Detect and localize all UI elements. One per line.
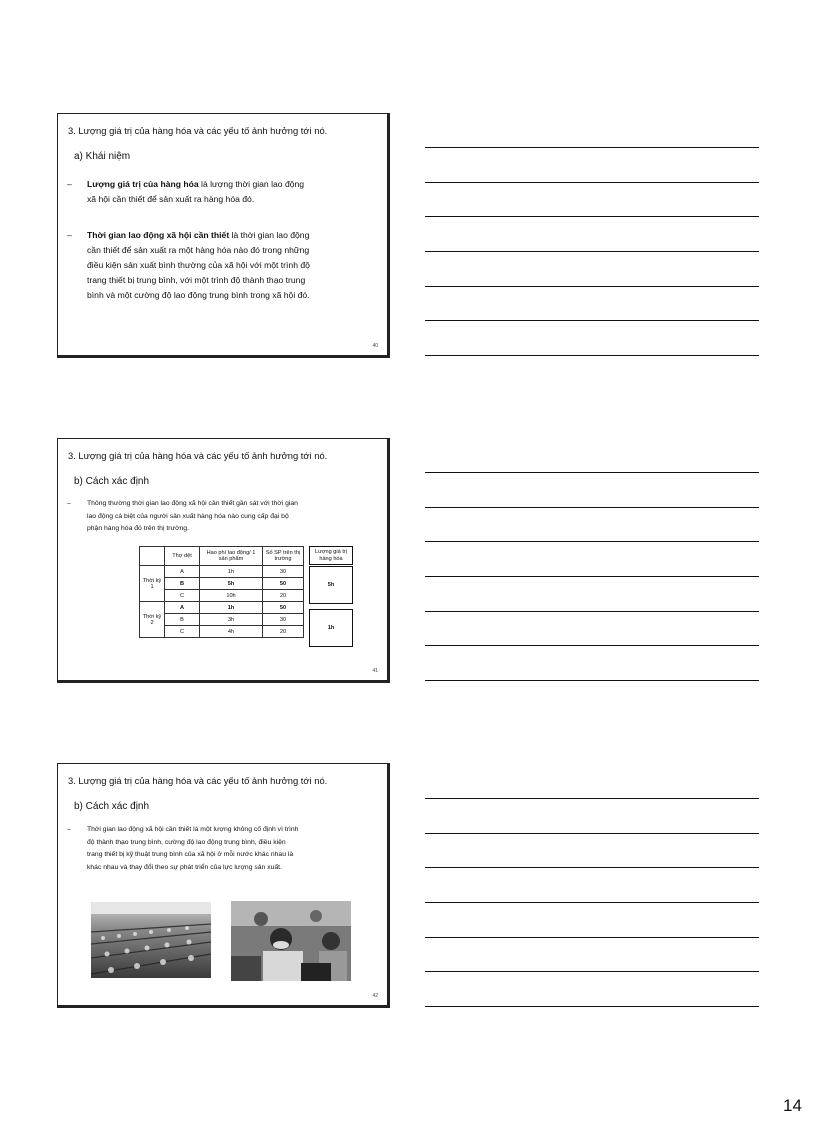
period-1-value: 5h — [309, 566, 353, 604]
note-line — [425, 680, 759, 681]
note-line — [425, 867, 759, 868]
slide-40 — [57, 113, 390, 358]
value-header: Lượng giá trị hàng hóa — [309, 546, 353, 565]
table-row: Thời kỳ 1 A 1h 30 — [140, 566, 304, 578]
note-line — [425, 902, 759, 903]
table-header-row: Thợ dệt Hao phí lao động/ 1 sản phẩm Số SP trên thị trường — [140, 547, 304, 566]
table-row: B 5h 50 — [140, 578, 304, 590]
bullet-text: – Thông thường thời gian lao động xã hội cần thiết gần sát với thời gian lao động cá biệt của người sản xuất hàng hóa nào cung cấp đại bộ phận hàng hóa đó trên thị trường. — [67, 500, 298, 532]
table-row: Thời kỳ 2 A 1h 50 — [140, 602, 304, 614]
note-line — [425, 798, 759, 799]
note-line — [425, 320, 759, 321]
factory-floor-photo — [91, 902, 211, 978]
slide-subtitle: b) Cách xác định — [74, 476, 150, 487]
note-line — [425, 971, 759, 972]
note-line — [425, 182, 759, 183]
bullet-definition: – Lượng giá trị của hàng hóa là lượng thời gian lao động xã hội cần thiết để sản xuất ra hàng hóa đó. — [67, 179, 305, 204]
period-2-value: 1h — [309, 609, 353, 647]
slide-title: 3. Lượng giá trị của hàng hóa và các yếu tố ảnh hưởng tới nó. — [68, 125, 328, 136]
note-line — [425, 355, 759, 356]
note-line — [425, 507, 759, 508]
note-line — [425, 576, 759, 577]
slide-42 — [57, 763, 390, 1008]
note-line — [425, 645, 759, 646]
note-line — [425, 611, 759, 612]
note-line — [425, 833, 759, 834]
garment-workers-photo — [231, 901, 351, 981]
note-line — [425, 147, 759, 148]
table-row: C 10h 20 — [140, 590, 304, 602]
bold-term: Lượng giá trị của hàng hóa — [87, 179, 199, 189]
table-row: B 3h 30 — [140, 614, 304, 626]
slide-title: 3. Lượng giá trị của hàng hóa và các yếu tố ảnh hưởng tới nó. — [68, 775, 328, 786]
note-line — [425, 1006, 759, 1007]
slide-title: 3. Lượng giá trị của hàng hóa và các yếu tố ảnh hưởng tới nó. — [68, 450, 328, 461]
slide-number: 42 — [372, 993, 378, 999]
bullet-text: – Thời gian lao động xã hội cần thiết là một lượng không cố định vì trình độ thành thạo trung bình, cường độ lao động trung bình, điều kiện trang thiết bị kỹ thuật trung bình của xã hội ở mỗi nước khác nhau là khác nhau và thay đổi theo sự phát triển của lực lượng sản xuất. — [67, 826, 299, 871]
table-row: C 4h 20 — [140, 626, 304, 638]
bullet-social-labor-time: – Thời gian lao động xã hội cần thiết là thời gian lao động cần thiết để sản xuất ra một hàng hóa nào đó trong những điều kiện sản xuất bình thường của xã hội với một trình độ trang thiết bị trung bình, với một trình độ thành thạo trung bình và một cường độ lao động trung bình trong xã hội đó. — [67, 230, 310, 300]
note-line — [425, 286, 759, 287]
slide-subtitle: b) Cách xác định — [74, 801, 150, 812]
note-line — [425, 251, 759, 252]
labor-time-table — [139, 546, 304, 638]
slide-41 — [57, 438, 390, 683]
page-number: 14 — [783, 1096, 802, 1115]
slide-number: 41 — [372, 668, 378, 674]
slide-number: 40 — [372, 343, 378, 349]
slide-subtitle: a) Khái niệm — [74, 151, 131, 162]
note-line — [425, 541, 759, 542]
bold-term: Thời gian lao động xã hội cần thiết — [87, 230, 230, 240]
note-line — [425, 216, 759, 217]
note-line — [425, 472, 759, 473]
note-line — [425, 937, 759, 938]
